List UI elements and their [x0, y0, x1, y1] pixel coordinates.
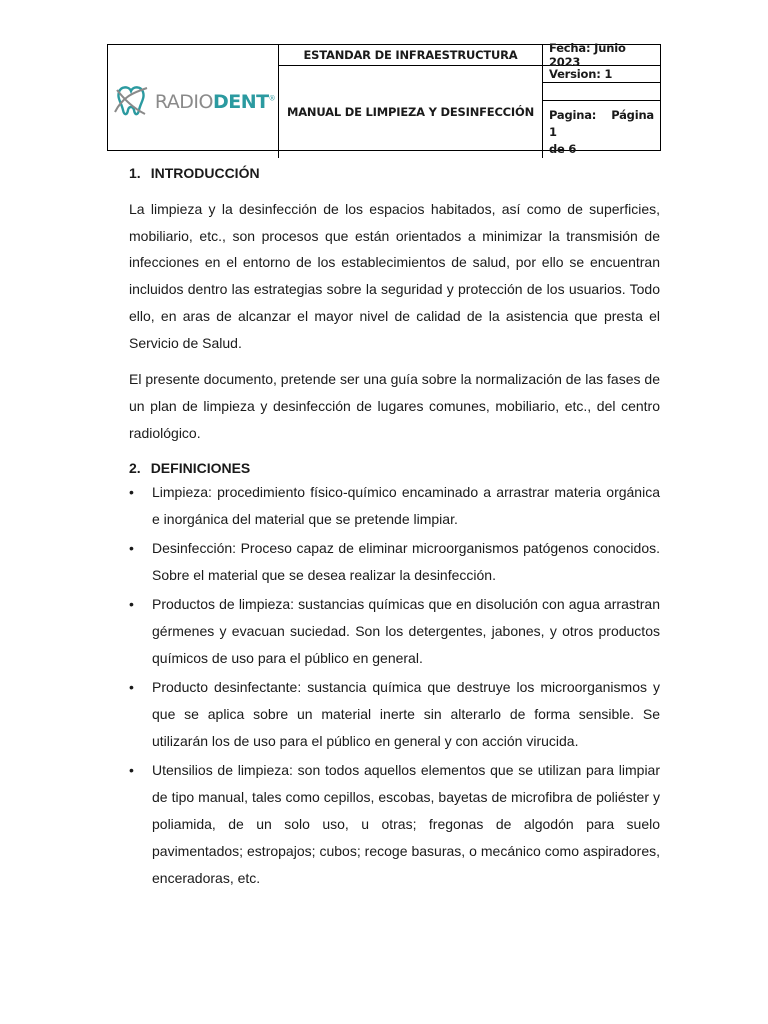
logo-text-dent: DENT	[213, 90, 269, 113]
logo-text-radio: RADIO	[154, 90, 213, 113]
manual-title: MANUAL DE LIMPIEZA Y DESINFECCIÓN	[279, 66, 543, 158]
list-item: • Limpieza: procedimiento físico-químico encaminado a arrastrar materia orgánica e inorgánica del material que se pretende limpiar.	[129, 479, 660, 533]
section-heading-intro	[129, 165, 660, 181]
list-item: • Productos de limpieza: sustancias químicas que en disolución con agua arrastran gérmenes y evacuan suciedad. Son los detergentes, jabones, y otros productos químicos de uso para el público en general.	[129, 591, 660, 672]
page-number	[543, 101, 660, 158]
standard-title: ESTANDAR DE INFRAESTRUCTURA	[279, 45, 543, 66]
intro-paragraph-1: La limpieza y la desinfección de los espacios habitados, así como de superficies, mobiliario, etc., son procesos que están orientados a minimizar la transmisión de infecciones en el entorno de los establecimientos de salud, por ello se encuentran incluidos dentro las estrategias sobre la seguridad y protección de los usuarios. Todo ello, en aras de alcanzar el mayor nivel de calidad de la asistencia que presta el Servicio de Salud.	[129, 201, 660, 351]
empty-meta-cell	[543, 83, 660, 101]
intro-paragraph-2: El presente documento, pretende ser una guía sobre la normalización de las fases de un plan de limpieza y desinfección de lugares comunes, mobiliario, etc., del centro radiológico.	[129, 371, 660, 441]
section-heading-definitions	[129, 460, 660, 476]
document-version: Version: 1	[543, 66, 660, 83]
radiodent-logo	[111, 82, 275, 122]
logo-wordmark	[155, 91, 275, 113]
logo-cell	[108, 45, 279, 158]
section-title: DEFINICIONES	[150, 460, 251, 477]
list-item: • Producto desinfectante: sustancia química que destruye los microorganismos y que se aplica sobre un material inerte sin alterarlo de forma sensible. Se utilizarán los de uso para el público en general y con acción virucida.	[129, 674, 660, 755]
page-number-line1: Pagina: Página 1	[549, 108, 654, 139]
list-item: • Utensilios de limpieza: son todos aquellos elementos que se utilizan para limpiar de tipo manual, tales como cepillos, escobas, bayetas de microfibra de poliéster y poliamida, de un solo uso, u otras; fregonas de algodón para suelo pavimentados; estropajos; cubos; recoge basuras, o mecánico como aspiradores, enceradoras, etc.	[129, 757, 660, 892]
section-number: 1.	[129, 165, 141, 181]
list-item: • Desinfección: Proceso capaz de eliminar microorganismos patógenos conocidos. Sobre el material que se desea realizar la desinfección.	[129, 535, 660, 589]
document-header-table	[107, 41, 661, 156]
page-number-line2: de 6	[549, 142, 577, 156]
section-number: 2.	[129, 460, 141, 477]
section-title: INTRODUCCIÓN	[150, 165, 260, 181]
registered-mark: ®	[268, 94, 276, 103]
definitions-list	[129, 479, 660, 892]
document-date: Fecha: Junio 2023	[543, 45, 660, 66]
tooth-logo-icon	[111, 82, 151, 122]
document-body	[129, 165, 660, 894]
